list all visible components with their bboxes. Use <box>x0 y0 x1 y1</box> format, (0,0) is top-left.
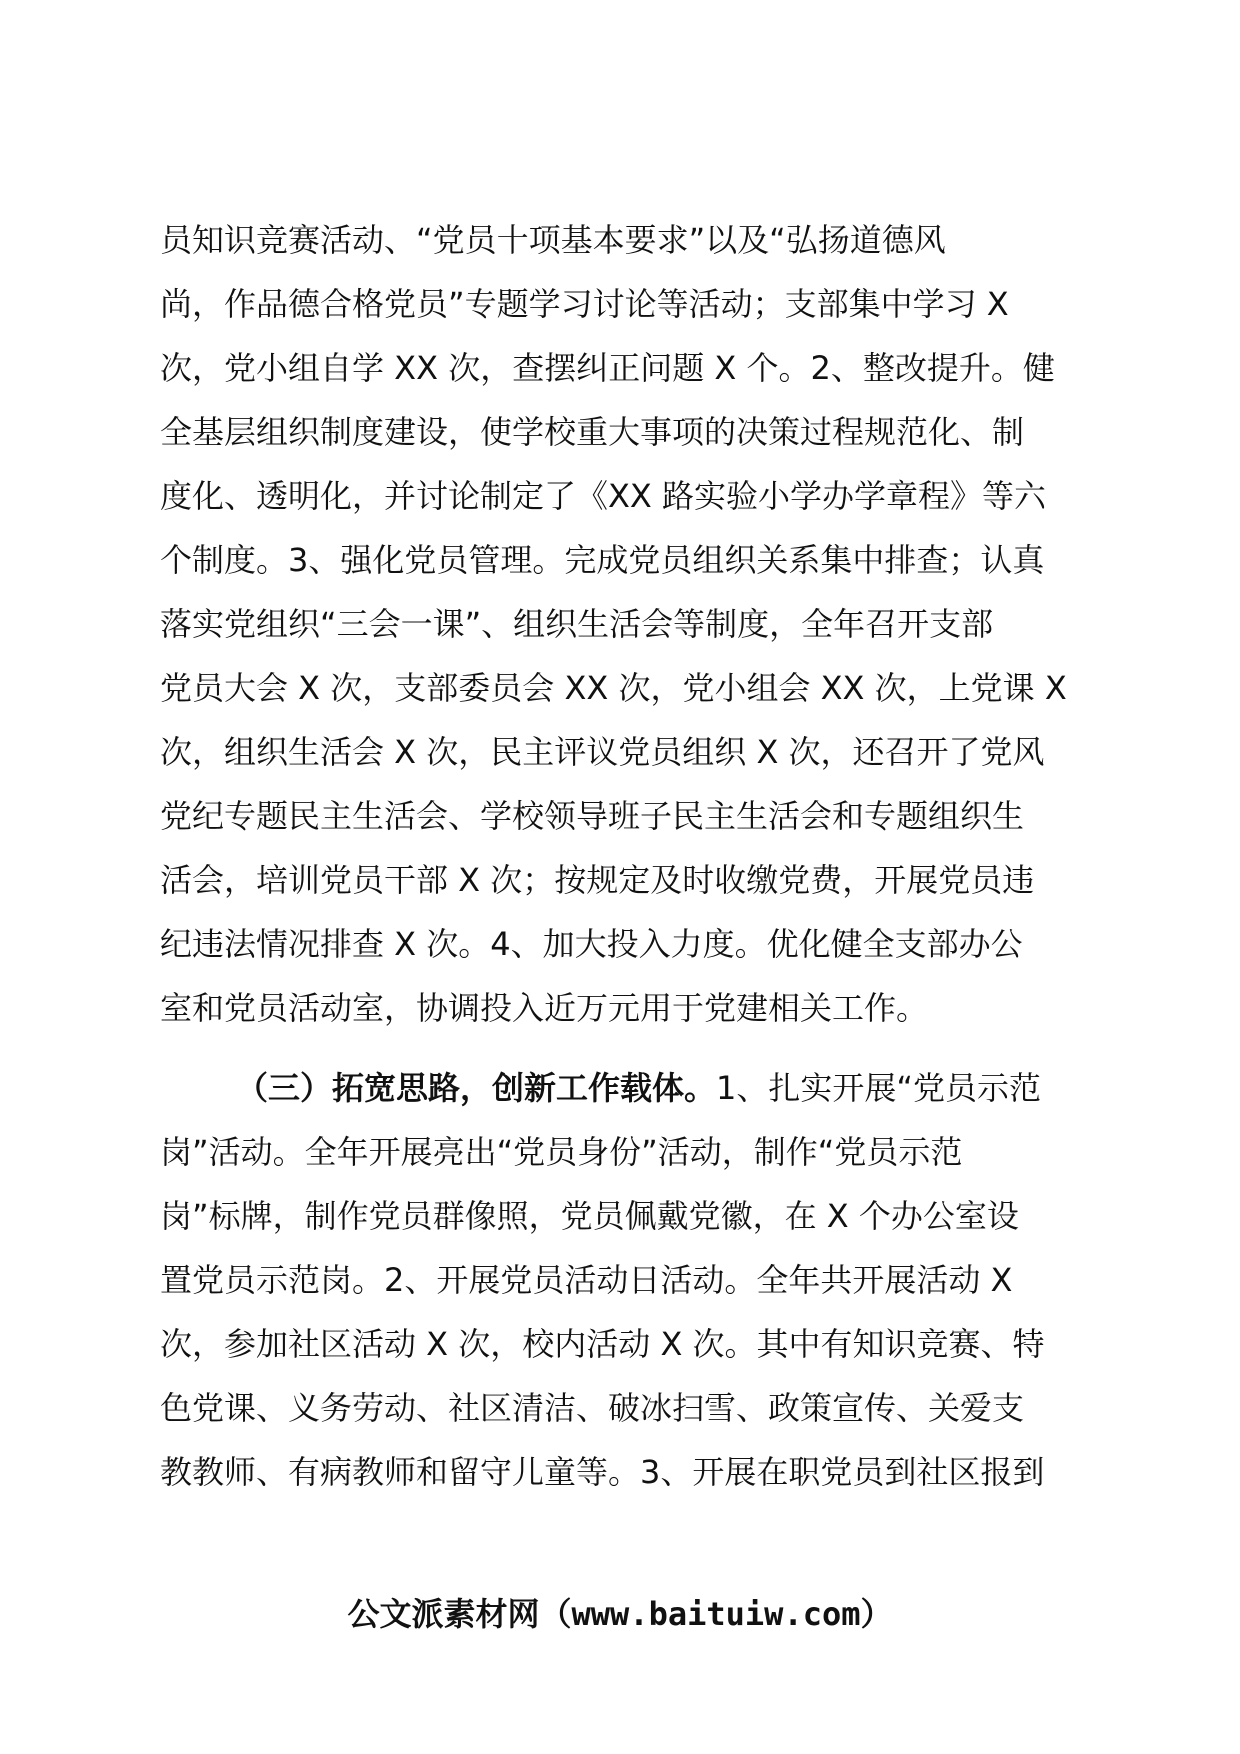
footer-url: www.baituiw.com <box>571 1595 861 1633</box>
footer-watermark <box>0 1592 1240 1636</box>
body-line: 活会，培训党员干部 X 次；按规定及时收缴党费，开展党员违 <box>160 861 1035 899</box>
body-line: 全基层组织制度建设，使学校重大事项的决策过程规范化、制 <box>160 413 1025 451</box>
footer-close-paren: ） <box>860 1595 893 1633</box>
body-line: 次，参加社区活动 X 次，校内活动 X 次。其中有知识竞赛、特 <box>160 1325 1045 1363</box>
section-3-heading: （三）拓宽思路，创新工作载体。 <box>236 1069 717 1107</box>
body-line: 落实党组织“三会一课”、组织生活会等制度，全年召开支部 <box>160 605 994 643</box>
body-line: 次，党小组自学 XX 次，查摆纠正问题 X 个。2、整改提升。健 <box>160 349 1055 387</box>
body-line: 教教师、有病教师和留守儿童等。3、开展在职党员到社区报到 <box>160 1453 1045 1491</box>
body-line: 次，组织生活会 X 次，民主评议党员组织 X 次，还召开了党风 <box>160 733 1045 771</box>
body-line: 党纪专题民主生活会、学校领导班子民主生活会和专题组织生 <box>160 797 1025 835</box>
body-line: 色党课、义务劳动、社区清洁、破冰扫雪、政策宣传、关爱支 <box>160 1389 1025 1427</box>
body-line: 室和党员活动室，协调投入近万元用于党建相关工作。 <box>160 989 929 1027</box>
body-line: 岗”活动。全年开展亮出“党员身份”活动，制作“党员示范 <box>160 1133 963 1171</box>
body-line: 纪违法情况排查 X 次。4、加大投入力度。优化健全支部办公 <box>160 925 1023 963</box>
paragraph-gap <box>160 1040 1080 1056</box>
section-3-first-line-text: 1、扎实开展“党员示范 <box>716 1069 1041 1107</box>
body-line: 度化、透明化，并讨论制定了《XX 路实验小学办学章程》等六 <box>160 477 1047 515</box>
body-line: 员知识竞赛活动、“党员十项基本要求”以及“弘扬道德风 <box>160 221 946 259</box>
section-3-first-line <box>160 1056 1080 1120</box>
footer-open-paren: （ <box>539 1595 572 1633</box>
body-line: 党员大会 X 次，支部委员会 XX 次，党小组会 XX 次，上党课 X <box>160 669 1067 707</box>
body-text <box>160 208 1080 1504</box>
body-line: 个制度。3、强化党员管理。完成党员组织关系集中排查；认真 <box>160 541 1045 579</box>
body-line: 尚，作品德合格党员”专题学习讨论等活动；支部集中学习 X <box>160 285 1009 323</box>
body-line: 置党员示范岗。2、开展党员活动日活动。全年共开展活动 X <box>160 1261 1013 1299</box>
footer-site-name: 公文派素材网 <box>347 1595 540 1633</box>
body-line: 岗”标牌，制作党员群像照，党员佩戴党徽，在 X 个办公室设 <box>160 1197 1019 1235</box>
